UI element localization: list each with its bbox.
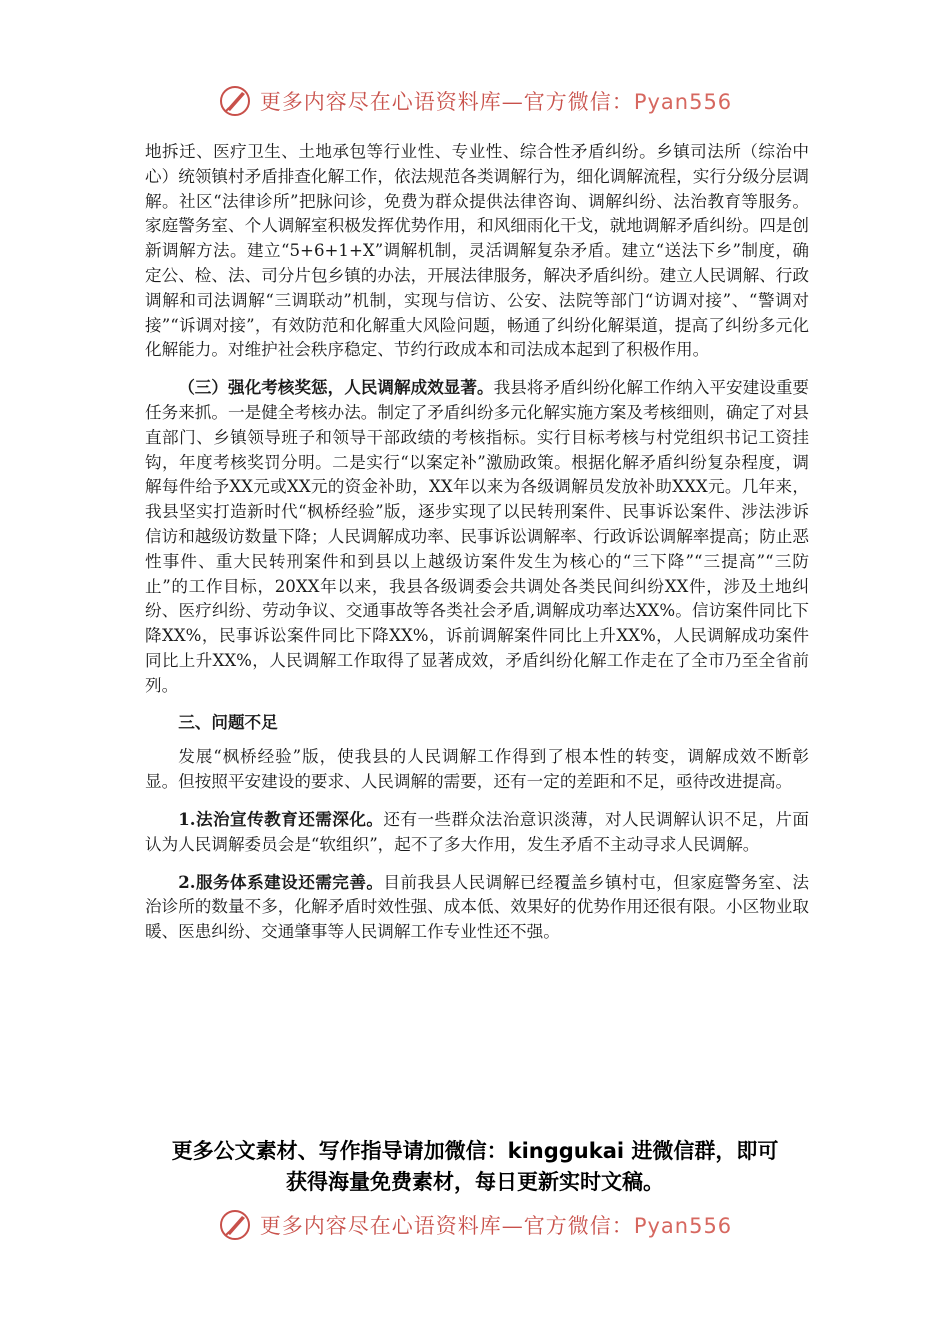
banner-handle: Pyan556 xyxy=(633,1214,733,1238)
paragraph-lead: 1.法治宣传教育还需深化。 xyxy=(178,808,384,829)
paragraph-issue-1: 1.法治宣传教育还需深化。还有一些群众法治意识淡薄，对人民调解认识不足，片面认为人民调解委员会是“软组织”，起不了多大作用，发生矛盾不主动寻求人民调解。 xyxy=(145,808,810,854)
footer-banner xyxy=(0,1208,950,1242)
promo-line-2: 获得海量免费素材，每日更新实时文稿。 xyxy=(286,1170,664,1194)
paragraph-lead: （三）强化考核奖惩，人民调解成效显著。 xyxy=(178,377,494,398)
paragraph-intro: 发展“枫桥经验”版，使我县的人民调解工作得到了根本性的转变，调解成效不断彰显。但按照平安建设的要求、人民调解的需要，还有一定的差距和不足，亟待改进提高。 xyxy=(145,747,809,792)
quill-logo-icon xyxy=(218,84,252,118)
quill-logo-icon xyxy=(218,1208,252,1242)
banner-handle: Pyan556 xyxy=(633,90,733,114)
paragraph-assessment: （三）强化考核奖惩，人民调解成效显著。我县将矛盾纠纷化解工作纳入平安建设重要任务来抓。一是健全考核办法。制定了矛盾纠纷多元化解实施方案及考核细则，确定了对县直部门、乡镇领导班子和领导干部政绩的考核指标。实行目标考核与村党组织书记工资挂钩，年度考核奖罚分明。二是实行“以案定补”激励政策。根据化解矛盾纠纷复杂程度，调解每件给予XX元或XX元的资金补助，XX年以来为各级调解员发放补助XXX元。几年来，我县坚实打造新时代“枫桥经验”版，逐步实现了以民转刑案件、民事诉讼案件、涉法涉诉信访和越级访数量下降；人民调解成功率、民事诉讼调解率、行政诉讼调解率提高；防止恶性事件、重大民转刑案件和到县以上越级访案件发生为核心的“三下降”“三提高”“三防止”的工作目标，20XX年以来，我县各级调委会共调处各类民间纠纷XX件，涉及土地纠纷、医疗纠纷、劳动争议、交通事故等各类社会矛盾,调解成功率达XX%。信访案件同比下降XX%，民事诉讼案件同比下降XX%，诉前调解案件同比上升XX%，人民调解成功案件同比上升XX%，人民调解工作取得了显著成效，矛盾纠纷化解工作走在了全市乃至全省前列。 xyxy=(145,377,810,695)
document-body xyxy=(145,140,809,945)
paragraph-continuation: 地拆迁、医疗卫生、土地承包等行业性、专业性、综合性矛盾纠纷。乡镇司法所（综治中心）统领镇村矛盾排查化解工作，依法规范各类调解行为，细化调解流程，实行分级分层调解。社区“法律诊所”把脉问诊，免费为群众提供法律咨询、调解纠纷、法治教育等服务。家庭警务室、个人调解室积极发挥优势作用，和风细雨化干戈，就地调解矛盾纠纷。四是创新调解方法。建立“5+6+1+X”调解机制，灵活调解复杂矛盾。建立“送法下乡”制度，确定公、检、法、司分片包乡镇的办法，开展法律服务，解决矛盾纠纷。建立人民调解、行政调解和司法调解“三调联动”机制，实现与信访、公安、法院等部门“访调对接”、“警调对接”“诉调对接”，有效防范和化解重大风险问题，畅通了纠纷化解渠道，提高了纠纷多元化化解能力。对维护社会秩序稳定、节约行政成本和司法成本起到了积极作用。 xyxy=(145,142,809,360)
banner-text: 更多内容尽在心语资料库—官方微信：Pyan556 xyxy=(259,90,733,114)
section-heading: 三、问题不足 xyxy=(178,712,278,732)
paragraph-issue-2: 2.服务体系建设还需完善。目前我县人民调解已经覆盖乡镇村屯，但家庭警务室、法治诊所的数量不多，化解矛盾时效性强、成本低、效果好的优势作用还很有限。小区物业取暖、医患纠纷、交通肇事等人民调解工作专业性还不强。 xyxy=(145,871,810,942)
banner-text: 更多内容尽在心语资料库—官方微信：Pyan556 xyxy=(259,1214,733,1238)
paragraph-lead: 2.服务体系建设还需完善。 xyxy=(178,871,384,892)
promo-line-1: 更多公文素材、写作指导请加微信：kinggukai 进微信群，即可 xyxy=(171,1139,779,1163)
promo-text xyxy=(120,1136,830,1198)
header-banner xyxy=(0,84,950,118)
